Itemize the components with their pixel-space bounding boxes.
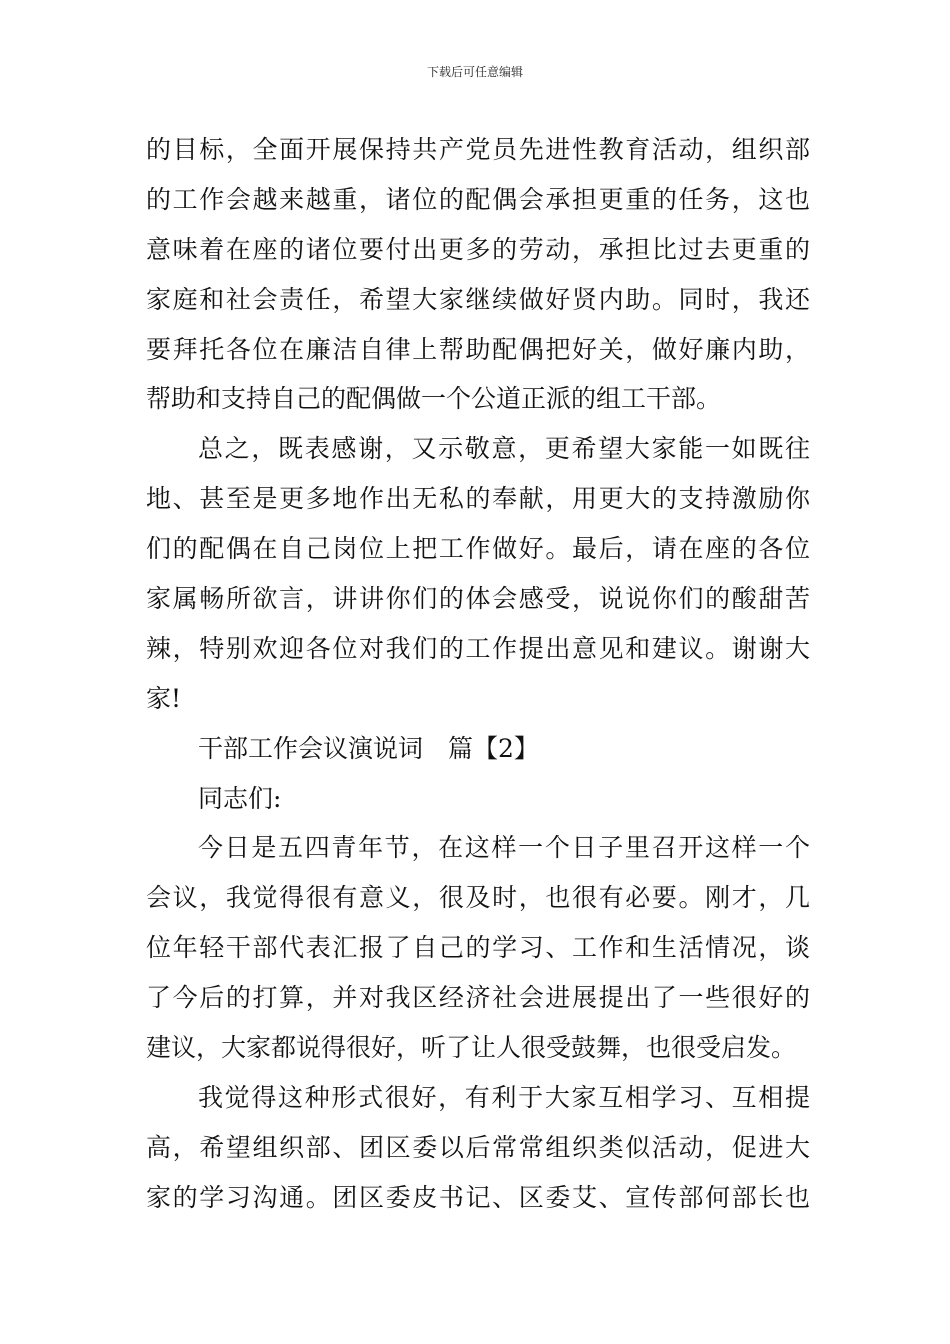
text-line: 地、甚至是更多地作出无私的奉献，用更大的支持激励你: [146, 484, 810, 514]
text-line: 辣，特别欢迎各位对我们的工作提出意见和建议。谢谢大: [146, 633, 810, 663]
page-header: 下载后可任意编辑: [426, 65, 523, 79]
document-body: [146, 125, 810, 1223]
text-line: 家属畅所欲言，讲讲你们的体会感受，说说你们的酸甜苦: [146, 584, 810, 614]
text-line: 同志们:: [198, 783, 282, 813]
text-line: 总之，既表感谢，又示敬意，更希望大家能一如既往: [198, 434, 810, 464]
text-line: 的目标，全面开展保持共产党员先进性教育活动，组织部: [146, 135, 810, 164]
text-line: 帮助和支持自己的配偶做一个公道正派的组工干部。: [146, 384, 722, 414]
text-line: 今日是五四青年节，在这样一个日子里召开这样一个: [198, 833, 810, 863]
text-line: 要拜托各位在廉洁自律上帮助配偶把好关，做好廉内助，: [146, 334, 810, 364]
text-line: 了今后的打算，并对我区经济社会进展提出了一些很好的: [146, 983, 810, 1013]
text-line: 位年轻干部代表汇报了自己的学习、工作和生活情况，谈: [146, 933, 810, 963]
text-line: 我觉得这种形式很好，有利于大家互相学习、互相提: [198, 1082, 810, 1112]
text-line: 高，希望组织部、团区委以后常常组织类似活动，促进大: [146, 1132, 810, 1162]
text-line: 会议，我觉得很有意义，很及时，也很有必要。刚才，几: [146, 883, 810, 913]
text-line: 家庭和社会责任，希望大家继续做好贤内助。同时，我还: [146, 284, 810, 314]
text-line: 意味着在座的诸位要付出更多的劳动，承担比过去更重的: [146, 234, 810, 264]
text-line: 家!: [146, 683, 182, 713]
text-line: 们的配偶在自己岗位上把工作做好。最后，请在座的各位: [146, 534, 810, 564]
text-line: 建议，大家都说得很好，听了让人很受鼓舞，也很受启发。: [146, 1033, 797, 1063]
text-line: 家的学习沟通。团区委皮书记、区委艾、宣传部何部长也: [146, 1182, 810, 1212]
text-line: 的工作会越来越重，诸位的配偶会承担更重的任务，这也: [146, 184, 810, 214]
text-line: 干部工作会议演说词 篇【2】: [198, 733, 539, 763]
